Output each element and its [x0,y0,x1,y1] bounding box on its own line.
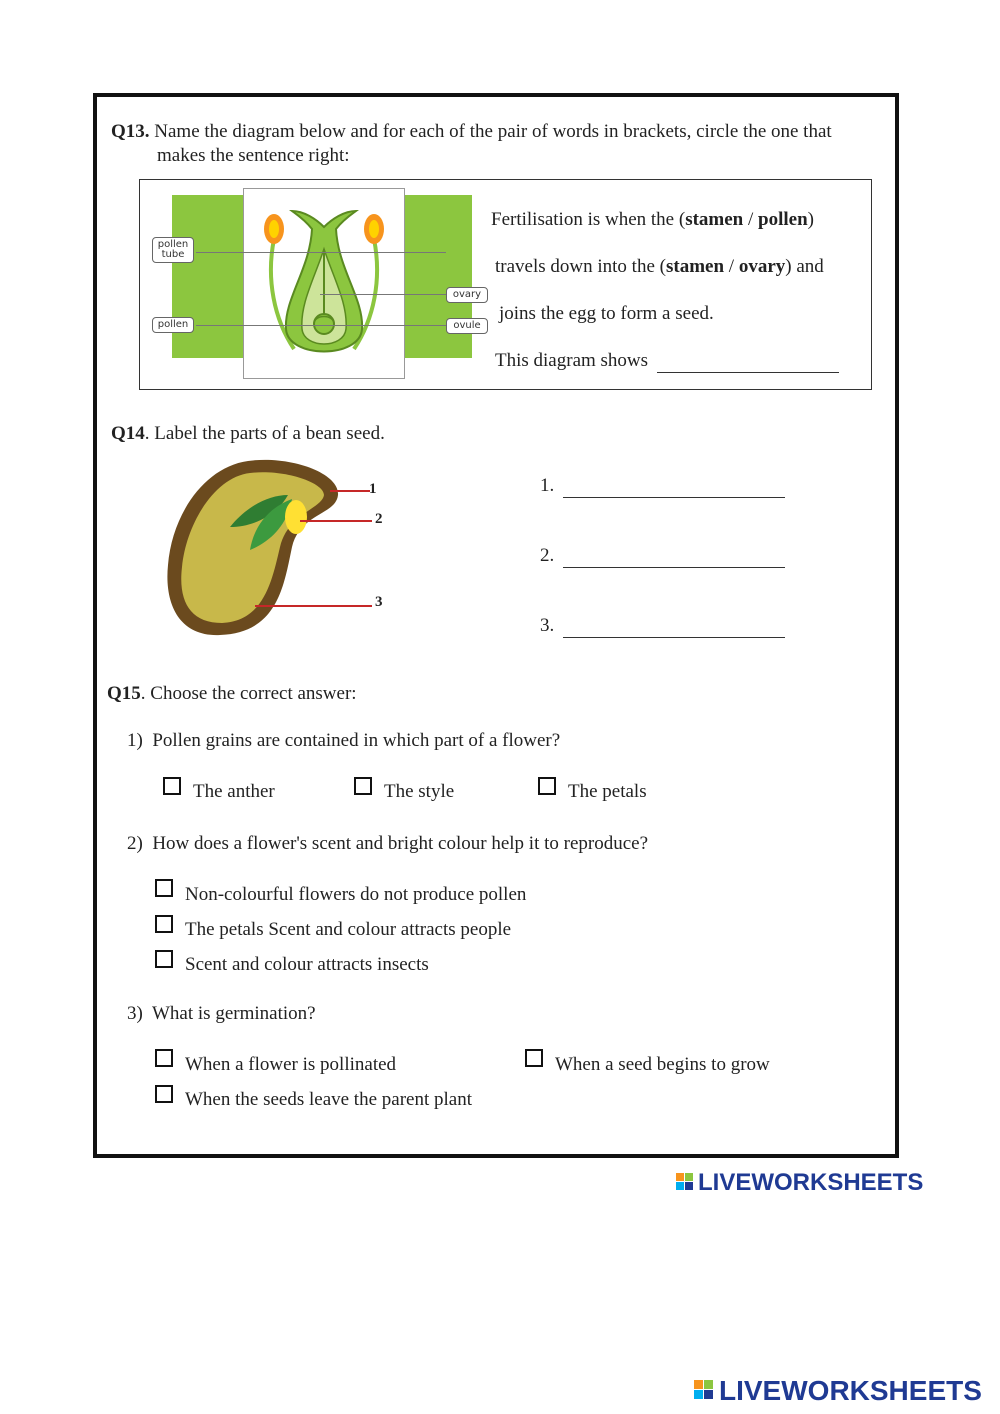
sentence-line2 [495,256,824,278]
diagram-shows-text: This diagram shows [495,350,649,371]
q13-number: Q13. [111,121,150,142]
pollen-tube-line [196,252,446,253]
ovary-label: ovary [446,287,488,303]
marker-2: 2 [375,511,383,527]
q14-instruction-text: . Label the parts of a bean seed. [144,423,385,444]
liveworksheets-logo-inner [676,1169,923,1197]
question-2-text: How does a flower's scent and bright colour help it to reproduce? [152,833,649,854]
q15-instruction [107,682,357,706]
q15-question-1 [127,729,560,753]
q14-instruction [111,422,385,446]
close-bracket-1: ) [807,209,814,230]
option-stamen-2[interactable]: stamen [665,256,725,277]
checkbox-attracts-people[interactable] [155,915,173,933]
flower-fertilisation-illustration [244,189,404,378]
pollen-label: pollen [152,317,194,333]
answer-prefix-3: 3. [540,615,555,636]
q15-instruction-text: . Choose the correct answer: [140,683,357,704]
q15-number: Q15 [107,683,141,704]
q15-question-3 [127,1002,316,1026]
option-flower-pollinated: When a flower is pollinated [185,1054,397,1075]
diagram-name-answer-line[interactable] [657,350,839,373]
option-attracts-insects: Scent and colour attracts insects [185,954,429,975]
q14-number: Q14 [111,423,145,444]
arrow-1 [330,490,370,492]
answer-line-2[interactable] [563,545,785,568]
slash-1: / [743,209,759,230]
arrow-2 [300,520,372,522]
pollen-tube-label: pollen tube [152,237,194,263]
arrow-3 [255,605,372,607]
flower-diagram-panel [243,188,405,379]
checkbox-the-petals[interactable] [538,777,556,795]
checkbox-the-style[interactable] [354,777,372,795]
option-attracts-people: The petals Scent and colour attracts people [185,919,512,940]
answer-line-3[interactable] [563,615,785,638]
option-pollen[interactable]: pollen [758,209,808,230]
checkbox-non-colourful-flowers[interactable] [155,879,173,897]
answer-row-3 [540,615,785,638]
option-seed-begins-to-grow: When a seed begins to grow [555,1054,770,1075]
slash-2: / [724,256,739,277]
marker-1: 1 [369,481,377,497]
answer-prefix-2: 2. [540,545,555,566]
q13-instruction-line1: Name the diagram below and for each of the pair of words in brackets, circle the one that [154,121,832,142]
checkbox-seeds-leave-plant[interactable] [155,1085,173,1103]
option-stamen-1[interactable]: stamen [685,209,744,230]
logo-text-inner: LIVEWORKSHEETS [698,1169,924,1196]
answer-row-2 [540,545,785,568]
question-3-number: 3) [127,1003,143,1024]
ovule-line [196,325,446,326]
option-the-anther: The anther [193,781,275,802]
question-2-number: 2) [127,833,143,854]
sentence-part2: travels down into the ( [495,256,666,277]
checkbox-the-anther[interactable] [163,777,181,795]
question-1-number: 1) [127,730,143,751]
liveworksheets-logo-footer [694,1375,982,1407]
answer-prefix-1: 1. [540,475,555,496]
sentence-line4 [495,350,839,373]
sentence-line1 [491,209,814,231]
marker-3: 3 [375,594,383,610]
q13-instruction-line2: makes the sentence right: [157,145,350,166]
question-3-text: What is germination? [152,1003,316,1024]
sentence-line3: joins the egg to form a seed. [499,303,714,324]
logo-text-footer: LIVEWORKSHEETS [719,1375,982,1406]
option-the-petals: The petals [568,781,647,802]
logo-grid-icon-footer [694,1380,714,1400]
question-1-text: Pollen grains are contained in which part of a flower? [152,730,561,751]
checkbox-flower-pollinated[interactable] [155,1049,173,1067]
option-ovary[interactable]: ovary [738,256,786,277]
bean-seed-diagram [160,455,400,645]
q13-instruction [111,120,891,144]
q13-diagram-box [139,179,872,390]
option-non-colourful-flowers: Non-colourful flowers do not produce pollen [185,884,527,905]
option-the-style: The style [384,781,455,802]
option-seeds-leave-plant: When the seeds leave the parent plant [185,1089,472,1110]
sentence-part1: Fertilisation is when the ( [491,209,686,230]
close-bracket-2: ) and [785,256,824,277]
answer-row-1 [540,475,785,498]
checkbox-attracts-insects[interactable] [155,950,173,968]
q15-question-2 [127,832,648,856]
checkbox-seed-begins-to-grow[interactable] [525,1049,543,1067]
ovary-line [320,294,446,295]
ovule-label: ovule [446,318,488,334]
answer-line-1[interactable] [563,475,785,498]
logo-grid-icon [676,1173,694,1191]
bean-seed-illustration [160,455,400,645]
